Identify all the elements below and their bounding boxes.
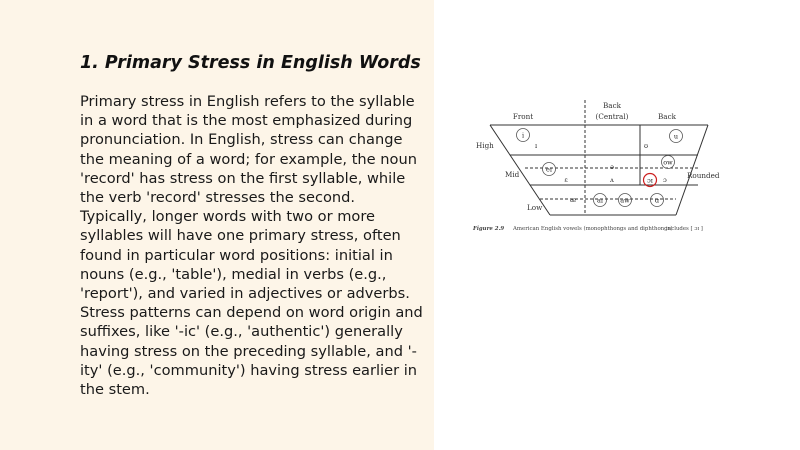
row-label-rounded: Rounded xyxy=(687,171,720,180)
row-label-low: Low xyxy=(527,203,543,212)
vowel-schwa: ə xyxy=(610,163,614,171)
vowel-open-o: ɔ xyxy=(663,176,667,184)
vowel-ai: aɪ xyxy=(597,196,603,205)
vowel-ae: æ xyxy=(569,196,577,204)
vowel-a: ɑ xyxy=(654,196,660,205)
slide-title: 1. Primary Stress in English Words xyxy=(80,53,421,73)
vowel-chart xyxy=(470,96,732,236)
vowel-oi: ɔɪ xyxy=(647,176,653,185)
header-back-central-1: Back xyxy=(603,101,621,110)
header-front: Front xyxy=(512,112,534,121)
slide-body-text: Primary stress in English refers to the syllable in a word that is the most emphasized during pronunciation. In English, stress can change the meaning of a word; for example, the noun 'record' has stress on the first syllable, while the verb 'record' stresses the second. Typically, longer words with two or more syllables will have one primary stress, often found in particular word positions: initial in nouns (e.g., 'table'), medial in verbs (e.g., 'report'), and varied in adjectives or adverbs. Stress patterns can depend on word origin and suffixes, like '-ic' (e.g., 'authentic') generally having stress on the preceding syllable, and '-ity' (e.g., 'community') having stress earlier in the stem. xyxy=(80,93,423,399)
figure-caption-annotation: includes [ ɔɪ ] xyxy=(666,226,703,232)
vowel-i: i xyxy=(521,131,525,140)
figure-caption-label: Figure 2.9 xyxy=(473,226,505,232)
vowel-u: u xyxy=(673,132,679,141)
vowel-ow: ow xyxy=(663,158,673,167)
header-back-central-2: (Central) xyxy=(595,112,629,121)
row-label-mid: Mid xyxy=(505,170,520,179)
vowel-wedge: ʌ xyxy=(610,176,614,184)
header-back: Back xyxy=(658,112,676,121)
vowel-u-lax: ʊ xyxy=(643,142,649,150)
figure-caption-text: American English vowels (monophthongs and diphthongs) xyxy=(513,226,673,232)
vowel-i-lax: ɪ xyxy=(534,142,538,150)
vowel-chart-figure xyxy=(470,96,732,236)
row-label-high: High xyxy=(476,141,494,150)
vowel-aw: aw xyxy=(620,196,630,205)
vowel-e-lax: ɛ xyxy=(564,176,568,184)
vowel-ei: eɪ xyxy=(546,165,552,174)
